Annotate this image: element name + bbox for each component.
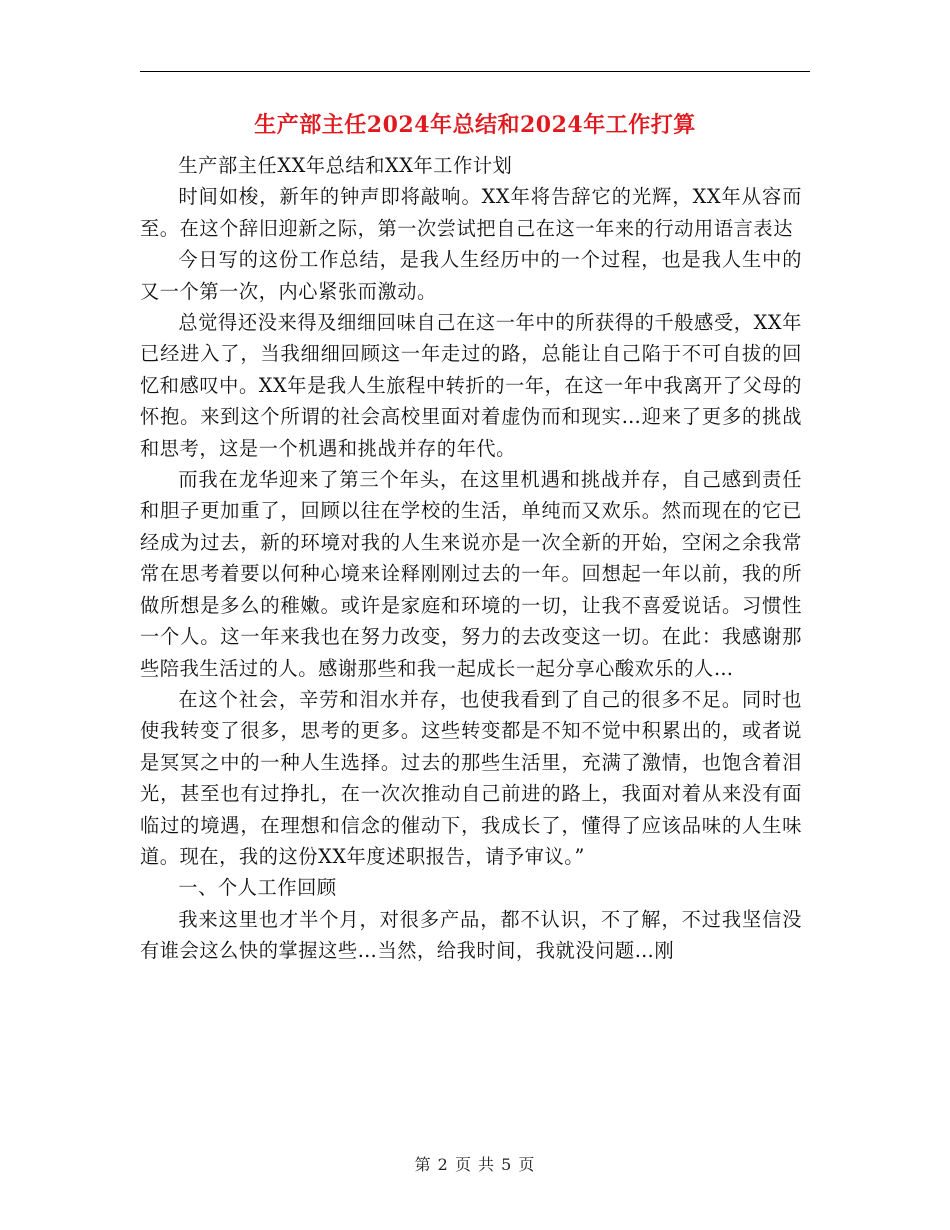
body-paragraph: 我来这里也才半个月，对很多产品，都不认识，不了解，不过我坚信没有谁会这么快的掌握这些…当然，给我时间，我就没问题…刚 [140, 907, 802, 963]
body-paragraph: 在这个社会，辛劳和泪水并存，也使我看到了自己的很多不足。同时也使我转变了很多，思考的更多。这些转变都是不知不觉中积累出的，或者说是冥冥之中的一种人生选择。过去的那些生活里，充满了激情，也饱含着泪光，甚至也有过挣扎，在一次次推动自己前进的路上，我面对着从来没有面临过的境遇，在理想和信念的催动下，我成长了，懂得了应该品味的人生味道。现在，我的这份XX年度述职报告，请予审议。” [140, 687, 802, 868]
document-body [140, 150, 802, 967]
body-paragraph: 总觉得还没来得及细细回味自己在这一年中的所获得的千般感受，XX年已经进入了，当我细细回顾这一年走过的路，总能让自己陷于不可自拔的回忆和感叹中。XX年是我人生旅程中转折的一年，在这一年中我离开了父母的怀抱。来到这个所谓的社会高校里面对着虚伪而和现实…迎来了更多的挑战和思考，这是一个机遇和挑战并存的年代。 [140, 311, 802, 460]
body-paragraph: 而我在龙华迎来了第三个年头，在这里机遇和挑战并存，自己感到责任和胆子更加重了，回顾以往在学校的生活，单纯而又欢乐。然而现在的它已经成为过去，新的环境对我的人生来说亦是一次全新的开始，空闲之余我常常在思考着要以何种心境来诠释刚刚过去的一年。回想起一年以前，我的所做所想是多么的稚嫩。或许是家庭和环境的一切，让我不喜爱说话。习惯性一个人。这一年来我也在努力改变，努力的去改变这一切。在此：我感谢那些陪我生活过的人。感谢那些和我一起成长一起分享心酸欢乐的人… [140, 468, 802, 680]
header-rule [140, 71, 810, 72]
page-number-footer: 第 2 页 共 5 页 [414, 1155, 536, 1174]
body-paragraph: 今日写的这份工作总结，是我人生经历中的一个过程，也是我人生中的又一个第一次，内心紧张而激动。 [140, 248, 802, 303]
body-paragraph: 生产部主任XX年总结和XX年工作计划 [178, 154, 513, 177]
document-title: 生产部主任2024年总结和2024年工作打算 [254, 112, 696, 138]
section-heading: 一、个人工作回顾 [178, 876, 337, 900]
body-paragraph: 时间如梭，新年的钟声即将敲响。XX年将告辞它的光辉，XX年从容而至。在这个辞旧迎新之际，第一次尝试把自己在这一年来的行动用语言表达 [140, 185, 802, 240]
